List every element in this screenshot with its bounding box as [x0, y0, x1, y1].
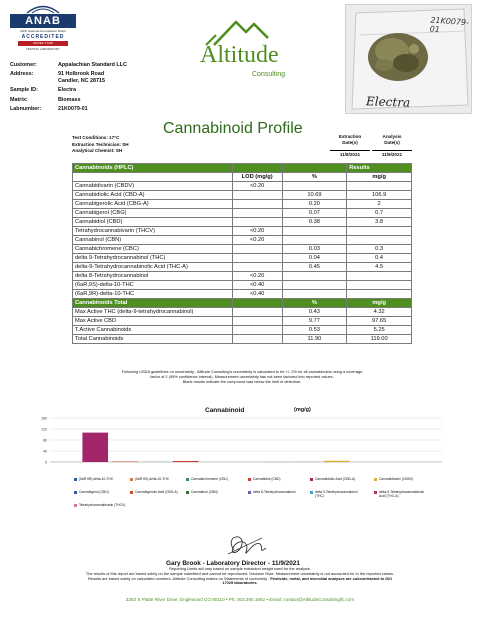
- legend-label: delta 8-Tetrahydrocannabinol: [253, 490, 296, 494]
- row-lod: [232, 245, 282, 254]
- row-pct: [282, 227, 347, 236]
- labnumber-label: Labnumber:: [10, 106, 42, 113]
- legend-swatch: [374, 491, 377, 494]
- row-mgg: 2: [347, 200, 412, 209]
- totals-mgg-header: mg/g: [347, 299, 412, 308]
- anab-logo: [10, 4, 76, 60]
- row-mgg: 106.9: [347, 191, 412, 200]
- totals-row: [73, 308, 412, 317]
- y-tick-label: 160: [41, 416, 47, 421]
- row-name: Cannabichromene (CBC): [73, 245, 233, 254]
- cannabinoid-table: [72, 163, 412, 344]
- total-mgg: 97.65: [347, 317, 412, 326]
- legend-swatch: [130, 491, 133, 494]
- extraction-label2: Date(s): [342, 140, 358, 145]
- row-mgg: 0.3: [347, 245, 412, 254]
- total-name: T.Active Cannabinoids: [73, 326, 233, 335]
- legend-label: Cannabigerol (CBG): [79, 490, 109, 494]
- row-pct: [282, 182, 347, 191]
- address-label: Address:: [10, 71, 34, 78]
- totals-pct-header: %: [282, 299, 347, 308]
- test-conditions-line: Test Conditions: 17°C: [72, 135, 120, 140]
- total-blank: [232, 317, 282, 326]
- row-name: Cannabigerol (CBG): [73, 209, 233, 218]
- row-mgg: [347, 236, 412, 245]
- limits-line3a: Results are based solely on calculated numbers. Altitude Consulting makes no Statements of conformity .: [87, 575, 270, 581]
- row-pct: 0.03: [282, 245, 347, 254]
- row-lod: <0.20: [232, 182, 282, 191]
- legend-swatch: [74, 504, 77, 507]
- limits-line1: Reporting Limits will vary based on sample extraction weight used for the analysis.: [169, 566, 311, 571]
- row-pct: 0.07: [282, 209, 347, 218]
- legend-swatch: [248, 491, 251, 494]
- anab-status: ACCREDITED: [21, 34, 65, 40]
- legend-label: delta 9-Tetrahydrocannabinol (THC): [315, 490, 358, 498]
- row-mgg: 3.8: [347, 218, 412, 227]
- row-lod: <0.40: [232, 290, 282, 299]
- legend-swatch: [74, 478, 77, 481]
- legend-swatch: [310, 478, 313, 481]
- legend-swatch: [374, 478, 377, 481]
- row-name: Cannabidiolic Acid (CBD-A): [73, 191, 233, 200]
- cannabinoid-chart: [30, 410, 448, 475]
- row-name: delta 9-Tetrahydrocannabinol (THC): [73, 254, 233, 263]
- col-mgg: mg/g: [347, 173, 412, 182]
- anab-standard: ISO/IEC 17025: [18, 41, 68, 46]
- row-mgg: [347, 290, 412, 299]
- legend-swatch: [310, 491, 313, 494]
- legend-swatch: [130, 478, 133, 481]
- sample-photo: [345, 4, 472, 114]
- extraction-date: 11/8/2021: [330, 150, 370, 157]
- row-pct: [282, 272, 347, 281]
- extraction-label1: Extraction: [338, 134, 362, 139]
- row-pct: 0.04: [282, 254, 347, 263]
- row-mgg: [347, 281, 412, 290]
- row-pct: [282, 290, 347, 299]
- chart-bar: [173, 461, 199, 462]
- photo-label: 21K0079-01: [429, 15, 470, 35]
- row-lod: [232, 191, 282, 200]
- row-lod: [232, 254, 282, 263]
- y-tick-label: 0: [45, 460, 47, 465]
- uncertainty-note: [72, 369, 412, 384]
- chart-bar: [113, 461, 139, 462]
- legend-label: Cannabinol (CBN): [191, 490, 218, 494]
- address-footer: 3262 S Platte River Drive, Englewood CO 80110 • Ph: 303.390.1662 • Email: contact@AltitudeConsultingllc.com: [125, 597, 355, 602]
- test-conditions: [72, 135, 129, 155]
- table-column-header: [73, 173, 412, 182]
- row-pct: [282, 281, 347, 290]
- total-name: Total Cannabinoids: [73, 335, 233, 344]
- legend-item: [74, 503, 129, 507]
- customer-label: Customer:: [10, 62, 37, 68]
- row-lod: [232, 263, 282, 272]
- totals-label: Cannabinoids Total: [73, 299, 233, 308]
- legend-item: [74, 490, 129, 494]
- row-pct: 0.38: [282, 218, 347, 227]
- report-title: Cannabinoid Profile: [163, 120, 303, 137]
- legend-swatch: [186, 478, 189, 481]
- row-name: delta 8-Tetrahydrocannabinol: [73, 272, 233, 281]
- row-mgg: 0.4: [347, 254, 412, 263]
- sample-id-value: Electra: [58, 87, 76, 94]
- table-row: [73, 182, 412, 191]
- row-mgg: [347, 272, 412, 281]
- legend-label: Cannabichromene (CBC): [191, 477, 229, 481]
- legend-item: [74, 477, 129, 481]
- limits-block: [40, 567, 440, 586]
- row-lod: [232, 209, 282, 218]
- address-line1: 91 Holbrook Road: [58, 71, 105, 78]
- row-lod: <0.20: [232, 272, 282, 281]
- totals-row: [73, 317, 412, 326]
- table-row: [73, 200, 412, 209]
- extraction-tech-line: Extraction Technician: SH: [72, 141, 129, 147]
- results-label: Results: [347, 164, 412, 173]
- table-row: [73, 290, 412, 299]
- matrix-label: Matrix:: [10, 96, 28, 103]
- address-line2: Candler, NC 28715: [58, 77, 106, 84]
- table-section-header: [73, 164, 412, 173]
- anab-brand: ANAB: [10, 14, 76, 28]
- analysis-date: 11/9/2021: [372, 150, 412, 157]
- uncertainty-line1: Following USDA guidelines on uncertainty , Altitude Consulting's uncertainty is calculated to be +/- 2% for all cannabinoids using a coverage: [121, 369, 363, 374]
- col-lod: LOD (mg/g): [232, 173, 282, 182]
- row-name: Cannabidiol (CBD): [73, 218, 233, 227]
- total-blank: [232, 308, 282, 317]
- altitude-name: Altitude: [200, 42, 279, 68]
- row-name: Cannabidivarin (CBDV): [73, 182, 233, 191]
- y-tick-label: 80: [43, 438, 47, 443]
- legend-label: (6aR,9S)-delta-10-THC: [135, 477, 170, 481]
- legend-label: Tetrahydrocannabivarin (THCV): [79, 503, 126, 507]
- uncertainty-line2: factor of 2 (95% confidence interval). Measurement uncertainty has not been factored into reported values.: [150, 374, 334, 379]
- totals-row: [73, 335, 412, 344]
- row-mgg: [347, 227, 412, 236]
- table-row: [73, 254, 412, 263]
- row-lod: [232, 218, 282, 227]
- legend-item: [310, 490, 365, 498]
- row-name: Tetrahydrocannabivarin (THCV): [73, 227, 233, 236]
- row-name: Cannabinol (CBN): [73, 236, 233, 245]
- analysis-label2: Date(s): [384, 140, 400, 145]
- row-lod: <0.20: [232, 236, 282, 245]
- legend-item: [186, 490, 241, 494]
- chart-bar: [324, 461, 350, 462]
- uncertainty-line3: Blank results indicate the compound was below the limit of detection.: [182, 379, 302, 384]
- legend-item: [310, 477, 365, 481]
- totals-row: [73, 326, 412, 335]
- table-row: [73, 191, 412, 200]
- row-mgg: 0.7: [347, 209, 412, 218]
- row-mgg: [347, 182, 412, 191]
- matrix-value: Biomass: [58, 96, 81, 103]
- customer-value: Appalachian Standard LLC: [58, 62, 127, 68]
- table-row: [73, 209, 412, 218]
- row-name: Cannabigerolic Acid (CBG-A): [73, 200, 233, 209]
- limits-line4: 17025 laboratories.: [222, 580, 258, 586]
- legend-swatch: [74, 491, 77, 494]
- row-lod: [232, 200, 282, 209]
- anab-lab: TESTING LABORATORY: [25, 47, 60, 51]
- total-pct: 0.43: [282, 308, 347, 317]
- legend-item: [374, 477, 429, 481]
- total-blank: [232, 326, 282, 335]
- signature: [214, 530, 274, 562]
- total-mgg: 4.32: [347, 308, 412, 317]
- sample-id-label: Sample ID:: [10, 87, 38, 94]
- legend-swatch: [248, 478, 251, 481]
- chemist-line: Analytical Chemist: SH: [72, 148, 123, 153]
- legend-item: [186, 477, 241, 481]
- row-pct: 0.45: [282, 263, 347, 272]
- col-pct: %: [282, 173, 347, 182]
- legend-label: Cannabidivarin (CBDV): [379, 477, 414, 481]
- signer-line: Gary Brook - Laboratory Director - 11/9/2021: [166, 560, 300, 567]
- legend-swatch: [186, 491, 189, 494]
- total-pct: 11.90: [282, 335, 347, 344]
- legend-item: [374, 490, 429, 498]
- photo-caption: Electra: [365, 94, 411, 110]
- legend-label: delta-9-Tetrahydrocannabinolic Acid (THC-A): [379, 490, 425, 498]
- total-mgg: 5.25: [347, 326, 412, 335]
- legend-label: Cannabigerolic Acid (CBG-A): [135, 490, 178, 494]
- total-blank: [232, 335, 282, 344]
- analysis-label1: Analysis: [382, 134, 402, 139]
- total-name: Max Active CBD: [73, 317, 233, 326]
- row-mgg: 4.5: [347, 263, 412, 272]
- legend-item: [130, 490, 185, 494]
- row-pct: 10.69: [282, 191, 347, 200]
- chart-bar: [82, 433, 108, 462]
- row-name: (6aR,9S)-delta-10-THC: [73, 281, 233, 290]
- labnumber-value: 21K0079-01: [58, 106, 88, 113]
- row-name: (6aR,9R)-delta-10-THC: [73, 290, 233, 299]
- table-row: [73, 227, 412, 236]
- anab-tagline: ANSI National Accreditation Board: [20, 29, 66, 33]
- legend-label: Cannabidiol (CBD): [253, 477, 281, 481]
- row-name: delta-9-Tetrahydrocannabinolic Acid (THC-A): [73, 263, 233, 272]
- totals-header: [73, 299, 412, 308]
- section-label: Cannabinoids (HPLC): [73, 164, 233, 173]
- legend-item: [248, 490, 303, 494]
- legend-item: [248, 477, 303, 481]
- total-name: Max Active THC (delta-9-tetrahydrocannabinol): [73, 308, 233, 317]
- chart-unit: (mg/g): [294, 407, 311, 413]
- row-lod: <0.40: [232, 281, 282, 290]
- legend-label: Cannabidiolic Acid (CBD-A): [315, 477, 356, 481]
- total-pct: 9.77: [282, 317, 347, 326]
- legend-item: [130, 477, 185, 481]
- customer-info: [10, 62, 127, 115]
- table-row: [73, 245, 412, 254]
- legend-label: (6aR,9R)-delta-10-THC: [79, 477, 114, 481]
- total-pct: 0.53: [282, 326, 347, 335]
- row-pct: 0.20: [282, 200, 347, 209]
- total-mgg: 119.00: [347, 335, 412, 344]
- table-row: [73, 281, 412, 290]
- row-lod: <0.20: [232, 227, 282, 236]
- chart-title: Cannabinoid: [205, 407, 245, 414]
- table-row: [73, 272, 412, 281]
- table-row: [73, 236, 412, 245]
- y-tick-label: 120: [41, 427, 47, 432]
- row-pct: [282, 236, 347, 245]
- limits-line3b: Pesticide, metal, and microbial analyses are subcontracted to ISO: [269, 575, 393, 581]
- table-row: [73, 218, 412, 227]
- table-row: [73, 263, 412, 272]
- chart-legend: [74, 477, 434, 517]
- altitude-logo: [196, 16, 306, 78]
- altitude-sub: Consulting: [252, 71, 286, 78]
- limits-line2: The results of this report are based solely on the sample submitted and cannot be reproduced. Decision Rule: Measurement uncertainty is not accounted for in the reported values.: [85, 570, 395, 576]
- y-tick-label: 40: [43, 449, 47, 454]
